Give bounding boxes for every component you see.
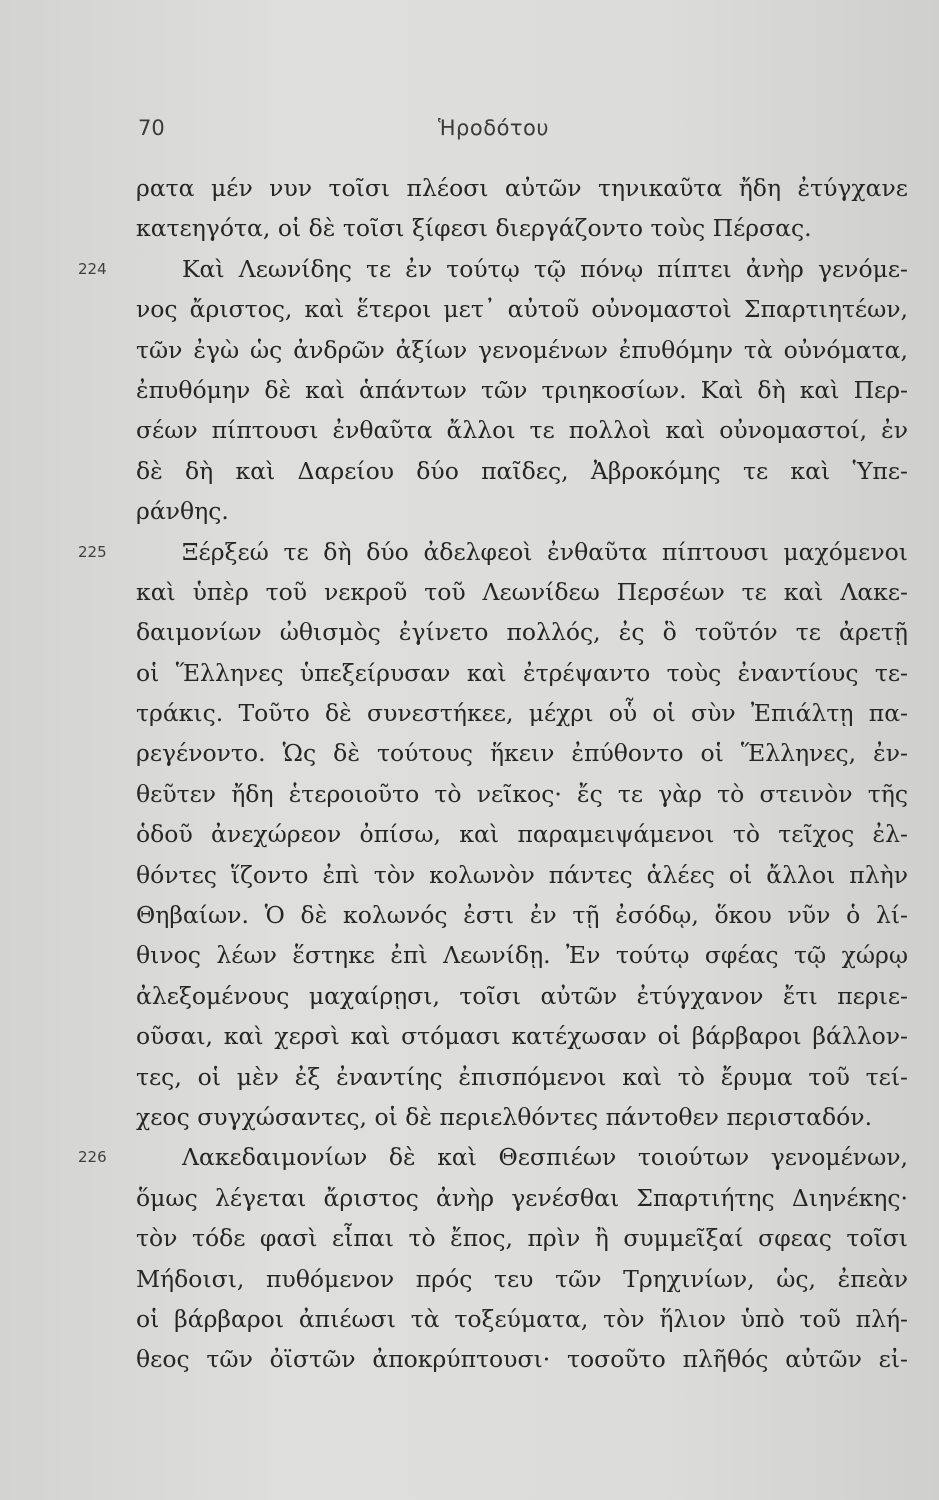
line-text: ρατα μέν νυν τοῖσι πλέοσι αὐτῶν τηνικαῦτα ἤδη ἐτύγχανε (136, 174, 908, 202)
text-line (136, 330, 908, 370)
line-text: τράκις. Τοῦτο δὲ συνεστήκεε, μέχρι οὗ οἱ σὺν Ἐπιάλτῃ πα- (136, 699, 908, 728)
line-text: χεος συγχώσαντες, οἱ δὲ περιελθόντες πάντοθεν περισταδόν. (136, 1102, 873, 1131)
line-text: τες, οἱ μὲν ἐξ ἐναντίης ἐπισπόμενοι καὶ τὸ ἔρυμα τοῦ τεί- (136, 1062, 908, 1091)
line-text: δαιμονίων ὠθισμὸς ἐγίνετο πολλός, ἐς ὃ τοῦτόν τε ἀρετῇ (136, 618, 908, 647)
line-text: Λακεδαιμονίων δὲ καὶ Θεσπιέων τοιούτων γενομένων, (182, 1143, 908, 1172)
page-number: 70 (138, 116, 165, 140)
text-line (78, 1137, 908, 1177)
text-line (136, 370, 908, 410)
line-text: θεῦτεν ἤδη ἑτεροιοῦτο τὸ νεῖκος· ἔς τε γὰρ τὸ στεινὸν τῆς (136, 779, 908, 808)
chapter-number: 226 (78, 1148, 107, 1167)
text-line (136, 855, 908, 895)
text-body (78, 168, 908, 1380)
line-text: ράνθης. (136, 497, 229, 526)
chapter-number: 225 (78, 542, 107, 561)
text-line (136, 1259, 908, 1299)
line-text: θόντες ἵζοντο ἐπὶ τὸν κολωνὸν πάντες ἁλέες οἱ ἄλλοι πλὴν (136, 860, 908, 889)
line-text: δὲ δὴ καὶ Δαρείου δύο παῖδες, Ἀβροκόμης τε καὶ Ὑπε- (136, 456, 908, 485)
text-line (136, 814, 908, 854)
text-line (136, 653, 908, 693)
line-text: ἀλεξομένους μαχαίρῃσι, τοῖσι αὐτῶν ἐτύγχανον ἔτι περιε- (136, 981, 908, 1010)
line-text: οἱ Ἕλληνες ὑπεξείρυσαν καὶ ἐτρέψαντο τοὺς ἐναντίους τε- (136, 658, 908, 687)
line-text: τῶν ἐγὼ ὡς ἀνδρῶν ἀξίων γενομένων ἐπυθόμην τὰ οὐνόματα, (136, 335, 908, 364)
text-line (136, 895, 908, 935)
text-line (136, 976, 908, 1016)
line-text: ρεγένοντο. Ὡς δὲ τούτους ἥκειν ἐπύθοντο οἱ Ἕλληνες, ἐν- (136, 739, 908, 768)
text-line (136, 208, 908, 248)
text-line (136, 612, 908, 652)
running-title: Ἡροδότου (438, 116, 550, 140)
text-line (136, 572, 908, 612)
line-text: Καὶ Λεωνίδης τε ἐν τούτῳ τῷ πόνῳ πίπτει ἀνὴρ γενόμε- (182, 254, 908, 283)
text-line (136, 1339, 908, 1379)
line-text: τὸν τόδε φασὶ εἶπαι τὸ ἔπος, πρὶν ἢ συμμεῖξαί σφεας τοῖσι (136, 1224, 908, 1253)
text-line (136, 1016, 908, 1056)
text-line (136, 168, 908, 208)
text-line (136, 774, 908, 814)
text-line (136, 693, 908, 733)
line-text: σέων πίπτουσι ἐνθαῦτα ἄλλοι τε πολλοὶ καὶ οὐνομαστοί, ἐν (136, 416, 908, 445)
text-line (136, 1178, 908, 1218)
text-line (78, 249, 908, 289)
line-text: ὁδοῦ ἀνεχώρεον ὀπίσω, καὶ παραμειψάμενοι τὸ τεῖχος ἐλ- (136, 820, 908, 849)
line-text: Μήδοισι, πυθόμενον πρός τευ τῶν Τρηχινίων, ὡς, ἐπεὰν (136, 1264, 908, 1293)
line-text: Θηβαίων. Ὁ δὲ κολωνός ἐστι ἐν τῇ ἐσόδῳ, ὅκου νῦν ὁ λί- (136, 901, 908, 930)
line-text: κατεηγότα, οἱ δὲ τοῖσι ξίφεσι διεργάζοντο τοὺς Πέρσας. (136, 214, 812, 243)
line-text: θεος τῶν ὀϊστῶν ἀποκρύπτουσι· τοσοῦτο πλῆθός αὐτῶν εἰ- (136, 1345, 908, 1374)
line-text: νος ἄριστος, καὶ ἕτεροι μετ᾽ αὐτοῦ οὐνομαστοὶ Σπαρτιητέων, (136, 295, 908, 324)
text-line (136, 1057, 908, 1097)
running-head (138, 116, 918, 146)
line-text: ἐπυθόμην δὲ καὶ ἁπάντων τῶν τριηκοσίων. Καὶ δὴ καὶ Περ- (136, 375, 908, 404)
line-text: οῦσαι, καὶ χερσὶ καὶ στόμασι κατέχωσαν οἱ βάρβαροι βάλλον- (136, 1022, 908, 1051)
text-line (78, 532, 908, 572)
text-line (136, 451, 908, 491)
text-line (136, 1097, 908, 1137)
text-line (136, 935, 908, 975)
line-text: θινος λέων ἕστηκε ἐπὶ Λεωνίδῃ. Ἐν τούτῳ σφέας τῷ χώρῳ (136, 941, 908, 970)
line-text: οἱ βάρβαροι ἀπιέωσι τὰ τοξεύματα, τὸν ἥλιον ὑπὸ τοῦ πλή- (136, 1304, 908, 1333)
text-line (136, 410, 908, 450)
text-line (136, 491, 908, 531)
line-text: Ξέρξεώ τε δὴ δύο ἀδελφεοὶ ἐνθαῦτα πίπτουσι μαχόμενοι (182, 537, 908, 566)
text-line (136, 289, 908, 329)
text-line (136, 1299, 908, 1339)
text-line (136, 1218, 908, 1258)
chapter-number: 224 (78, 259, 107, 278)
text-line (136, 733, 908, 773)
line-text: ὅμως λέγεται ἄριστος ἀνὴρ γενέσθαι Σπαρτιήτης Διηνέκης· (136, 1183, 908, 1212)
line-text: καὶ ὑπὲρ τοῦ νεκροῦ τοῦ Λεωνίδεω Περσέων τε καὶ Λακε- (136, 577, 908, 606)
